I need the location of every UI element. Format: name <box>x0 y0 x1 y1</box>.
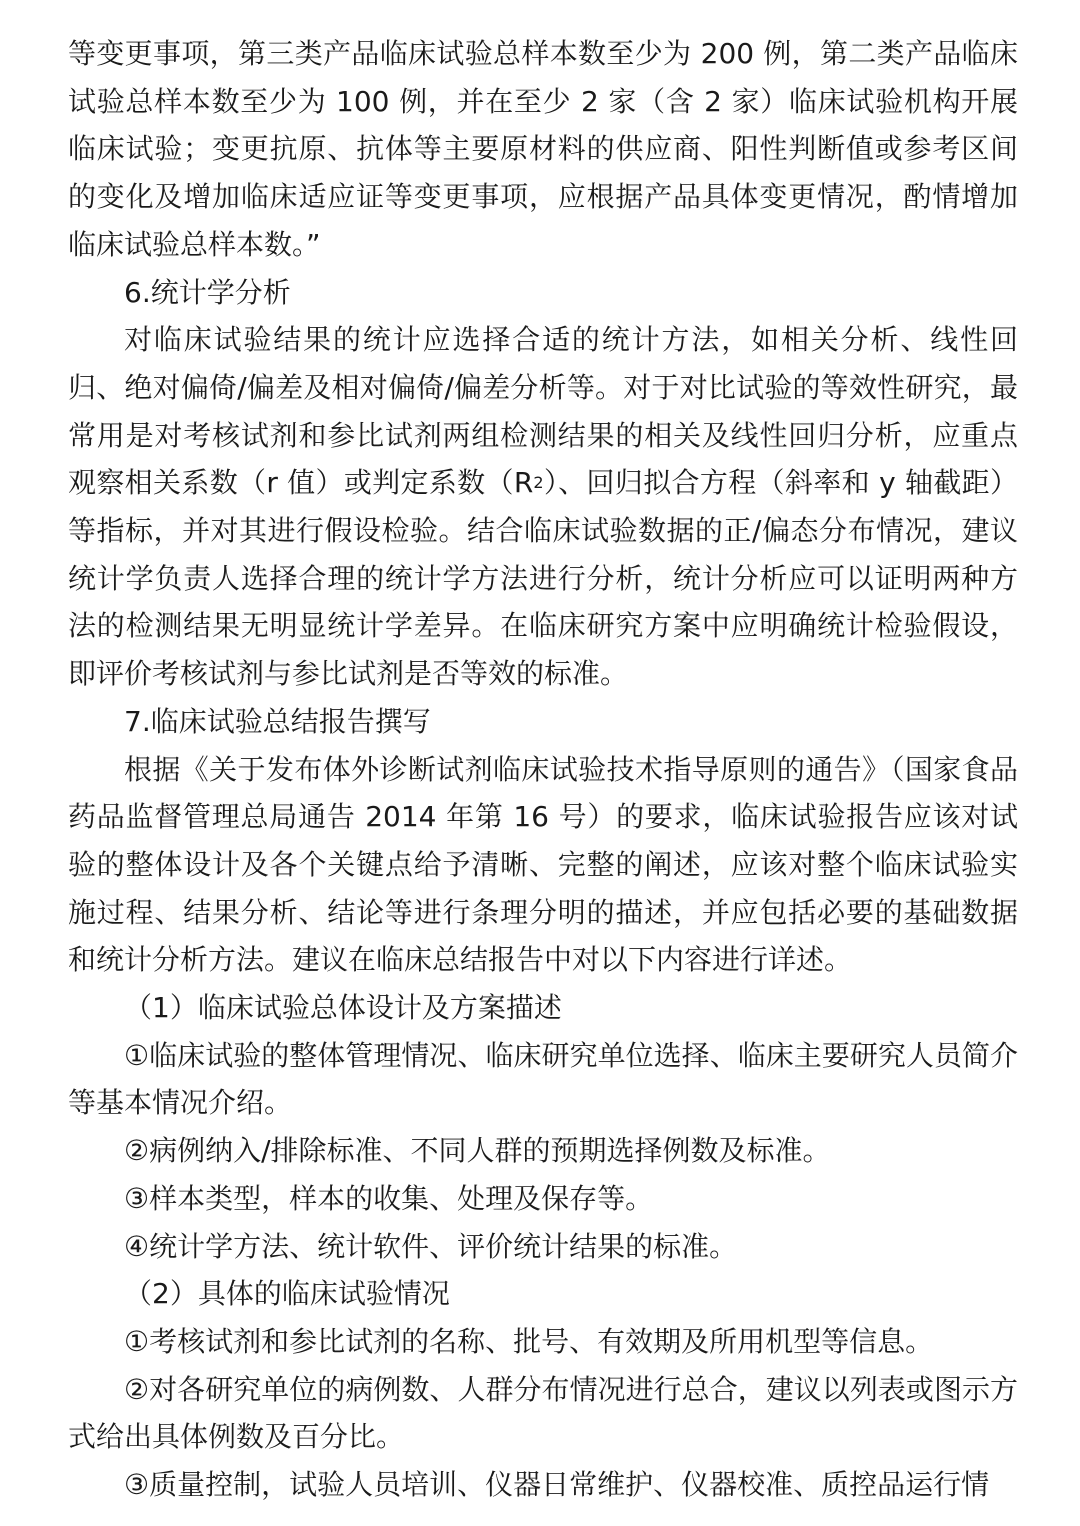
subsection-1-item: ③样本类型，样本的收集、处理及保存等。 <box>124 1181 654 1215</box>
subsection-2-item: ②对各研究单位的病例数、人群分布情况进行总合，建议以列表或图示方式给出具体例数及百分比。 <box>68 1372 1018 1454</box>
superscript-2: 2 <box>533 473 544 493</box>
section-7-heading: 7.临床试验总结报告撰写 <box>124 704 431 738</box>
document-body <box>68 30 1018 1509</box>
section-6-heading: 6.统计学分析 <box>124 275 291 309</box>
subsection-1-item: ①临床试验的整体管理情况、临床研究单位选择、临床主要研究人员简介等基本情况介绍。 <box>68 1038 1018 1120</box>
subsection-2-item: ①考核试剂和参比试剂的名称、批号、有效期及所用机型等信息。 <box>124 1324 934 1358</box>
subsection-1-heading: （1）临床试验总体设计及方案描述 <box>124 991 562 1025</box>
subsection-2-item: ③质量控制，试验人员培训、仪器日常维护、仪器校准、质控品运行情 <box>124 1468 990 1502</box>
subsection-1-item: ④统计学方法、统计软件、评价统计结果的标准。 <box>124 1229 738 1263</box>
subsection-1-item: ②病例纳入/排除标准、不同人群的预期选择例数及标准。 <box>124 1134 831 1168</box>
section-6-text-b: ）、回归拟合方程（斜率和 y 轴截距）等指标，并对其进行假设检验。结合临床试验数据的正/偏态分布情况，建议统计学负责人选择合理的统计学方法进行分析，统计分析应可以证明两种方法的检测结果无明显统计学差异。在临床研究方案中应明确统计检验假设，即评价考核试剂与参比试剂是否等效的标准。 <box>68 466 1018 691</box>
section-6-text-a: 对临床试验结果的统计应选择合适的统计方法，如相关分析、线性回归、绝对偏倚/偏差及相对偏倚/偏差分析等。对于对比试验的等效性研究，最常用是对考核试剂和参比试剂两组检测结果的相关及线性回归分析，应重点观察相关系数（r 值）或判定系数（R <box>68 323 1018 500</box>
subsection-2-heading: （2）具体的临床试验情况 <box>124 1277 450 1311</box>
paragraph-continuation: 等变更事项，第三类产品临床试验总样本数至少为 200 例，第二类产品临床试验总样本数至少为 100 例，并在至少 2 家（含 2 家）临床试验机构开展临床试验；变更抗原、抗体等主要原材料的供应商、阳性判断值或参考区间的变化及增加临床适应证等变更事项，应根据产品具体变更情况，酌情增加临床试验总样本数。” <box>68 37 1018 261</box>
section-6-paragraph <box>68 316 1018 698</box>
section-7-paragraph: 根据《关于发布体外诊断试剂临床试验技术指导原则的通告》（国家食品药品监督管理总局通告 2014 年第 16 号）的要求，临床试验报告应该对试验的整体设计及各个关键点给予清晰、完整的阐述，应该对整个临床试验实施过程、结果分析、结论等进行条理分明的描述，并应包括必要的基础数据和统计分析方法。建议在临床总结报告中对以下内容进行详述。 <box>68 752 1018 977</box>
